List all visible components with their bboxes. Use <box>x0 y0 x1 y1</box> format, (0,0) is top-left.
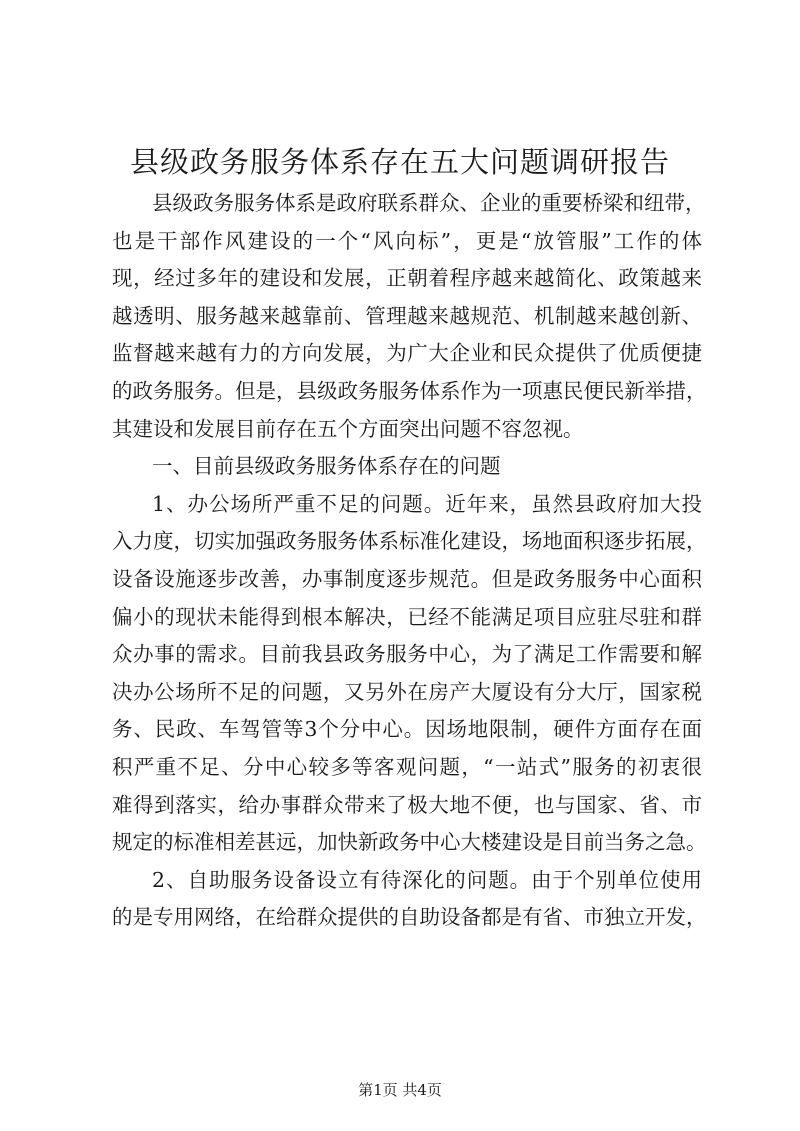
text-line: 决办公场所不足的问题，又另外在房产大厦设有分大厅，国家税 <box>112 679 702 704</box>
document-body <box>112 185 707 937</box>
text-line: 偏小的现状未能得到根本解决，已经不能满足项目应驻尽驻和群 <box>112 604 702 629</box>
text-line: 县级政务服务体系是政府联系群众、企业的重要桥梁和纽带， <box>152 191 706 215</box>
text-line: 监督越来越有力的方向发展，为广大企业和民众提供了优质便捷 <box>112 341 702 366</box>
text-line: 现，经过多年的建设和发展，正朝着程序越来越简化、政策越来 <box>112 266 702 291</box>
text-line: 众办事的需求。目前我县政务服务中心，为了满足工作需要和解 <box>112 642 702 667</box>
text-line: 也是干部作风建设的一个“风向标”，更是“放管服”工作的体 <box>112 228 702 253</box>
text-line: 务、民政、车驾管等3个分中心。因场地限制，硬件方面存在面 <box>112 717 702 742</box>
text-line: 入力度，切实加强政务服务体系标准化建设，场地面积逐步拓展， <box>112 529 707 554</box>
text-line: 1、办公场所严重不足的问题。近年来，虽然县政府加大投 <box>152 491 702 516</box>
text-line: 规定的标准相差甚远，加快新政务中心大楼建设是目前当务之急。 <box>112 830 707 855</box>
text-line: 难得到落实，给办事群众带来了极大地不便，也与国家、省、市 <box>112 792 702 817</box>
text-line: 2、自助服务设备设立有待深化的问题。由于个别单位使用 <box>152 867 702 892</box>
document-title: 县级政务服务体系存在五大问题调研报告 <box>129 145 670 179</box>
text-line: 积严重不足、分中心较多等客观问题，“一站式”服务的初衷很 <box>112 754 702 779</box>
text-line: 的是专用网络，在给群众提供的自助设备都是有省、市独立开发， <box>112 905 707 930</box>
text-line: 越透明、服务越来越靠前、管理越来越规范、机制越来越创新、 <box>112 303 702 328</box>
text-line: 设备设施逐步改善，办事制度逐步规范。但是政务服务中心面积 <box>112 566 702 591</box>
text-line: 的政务服务。但是，县级政务服务体系作为一项惠民便民新举措， <box>112 378 707 403</box>
text-line: 一、目前县级政务服务体系存在的问题 <box>152 454 501 479</box>
text-line: 其建设和发展目前存在五个方面突出问题不容忽视。 <box>112 416 584 441</box>
page-footer: 第1页 共4页 <box>358 1081 442 1099</box>
